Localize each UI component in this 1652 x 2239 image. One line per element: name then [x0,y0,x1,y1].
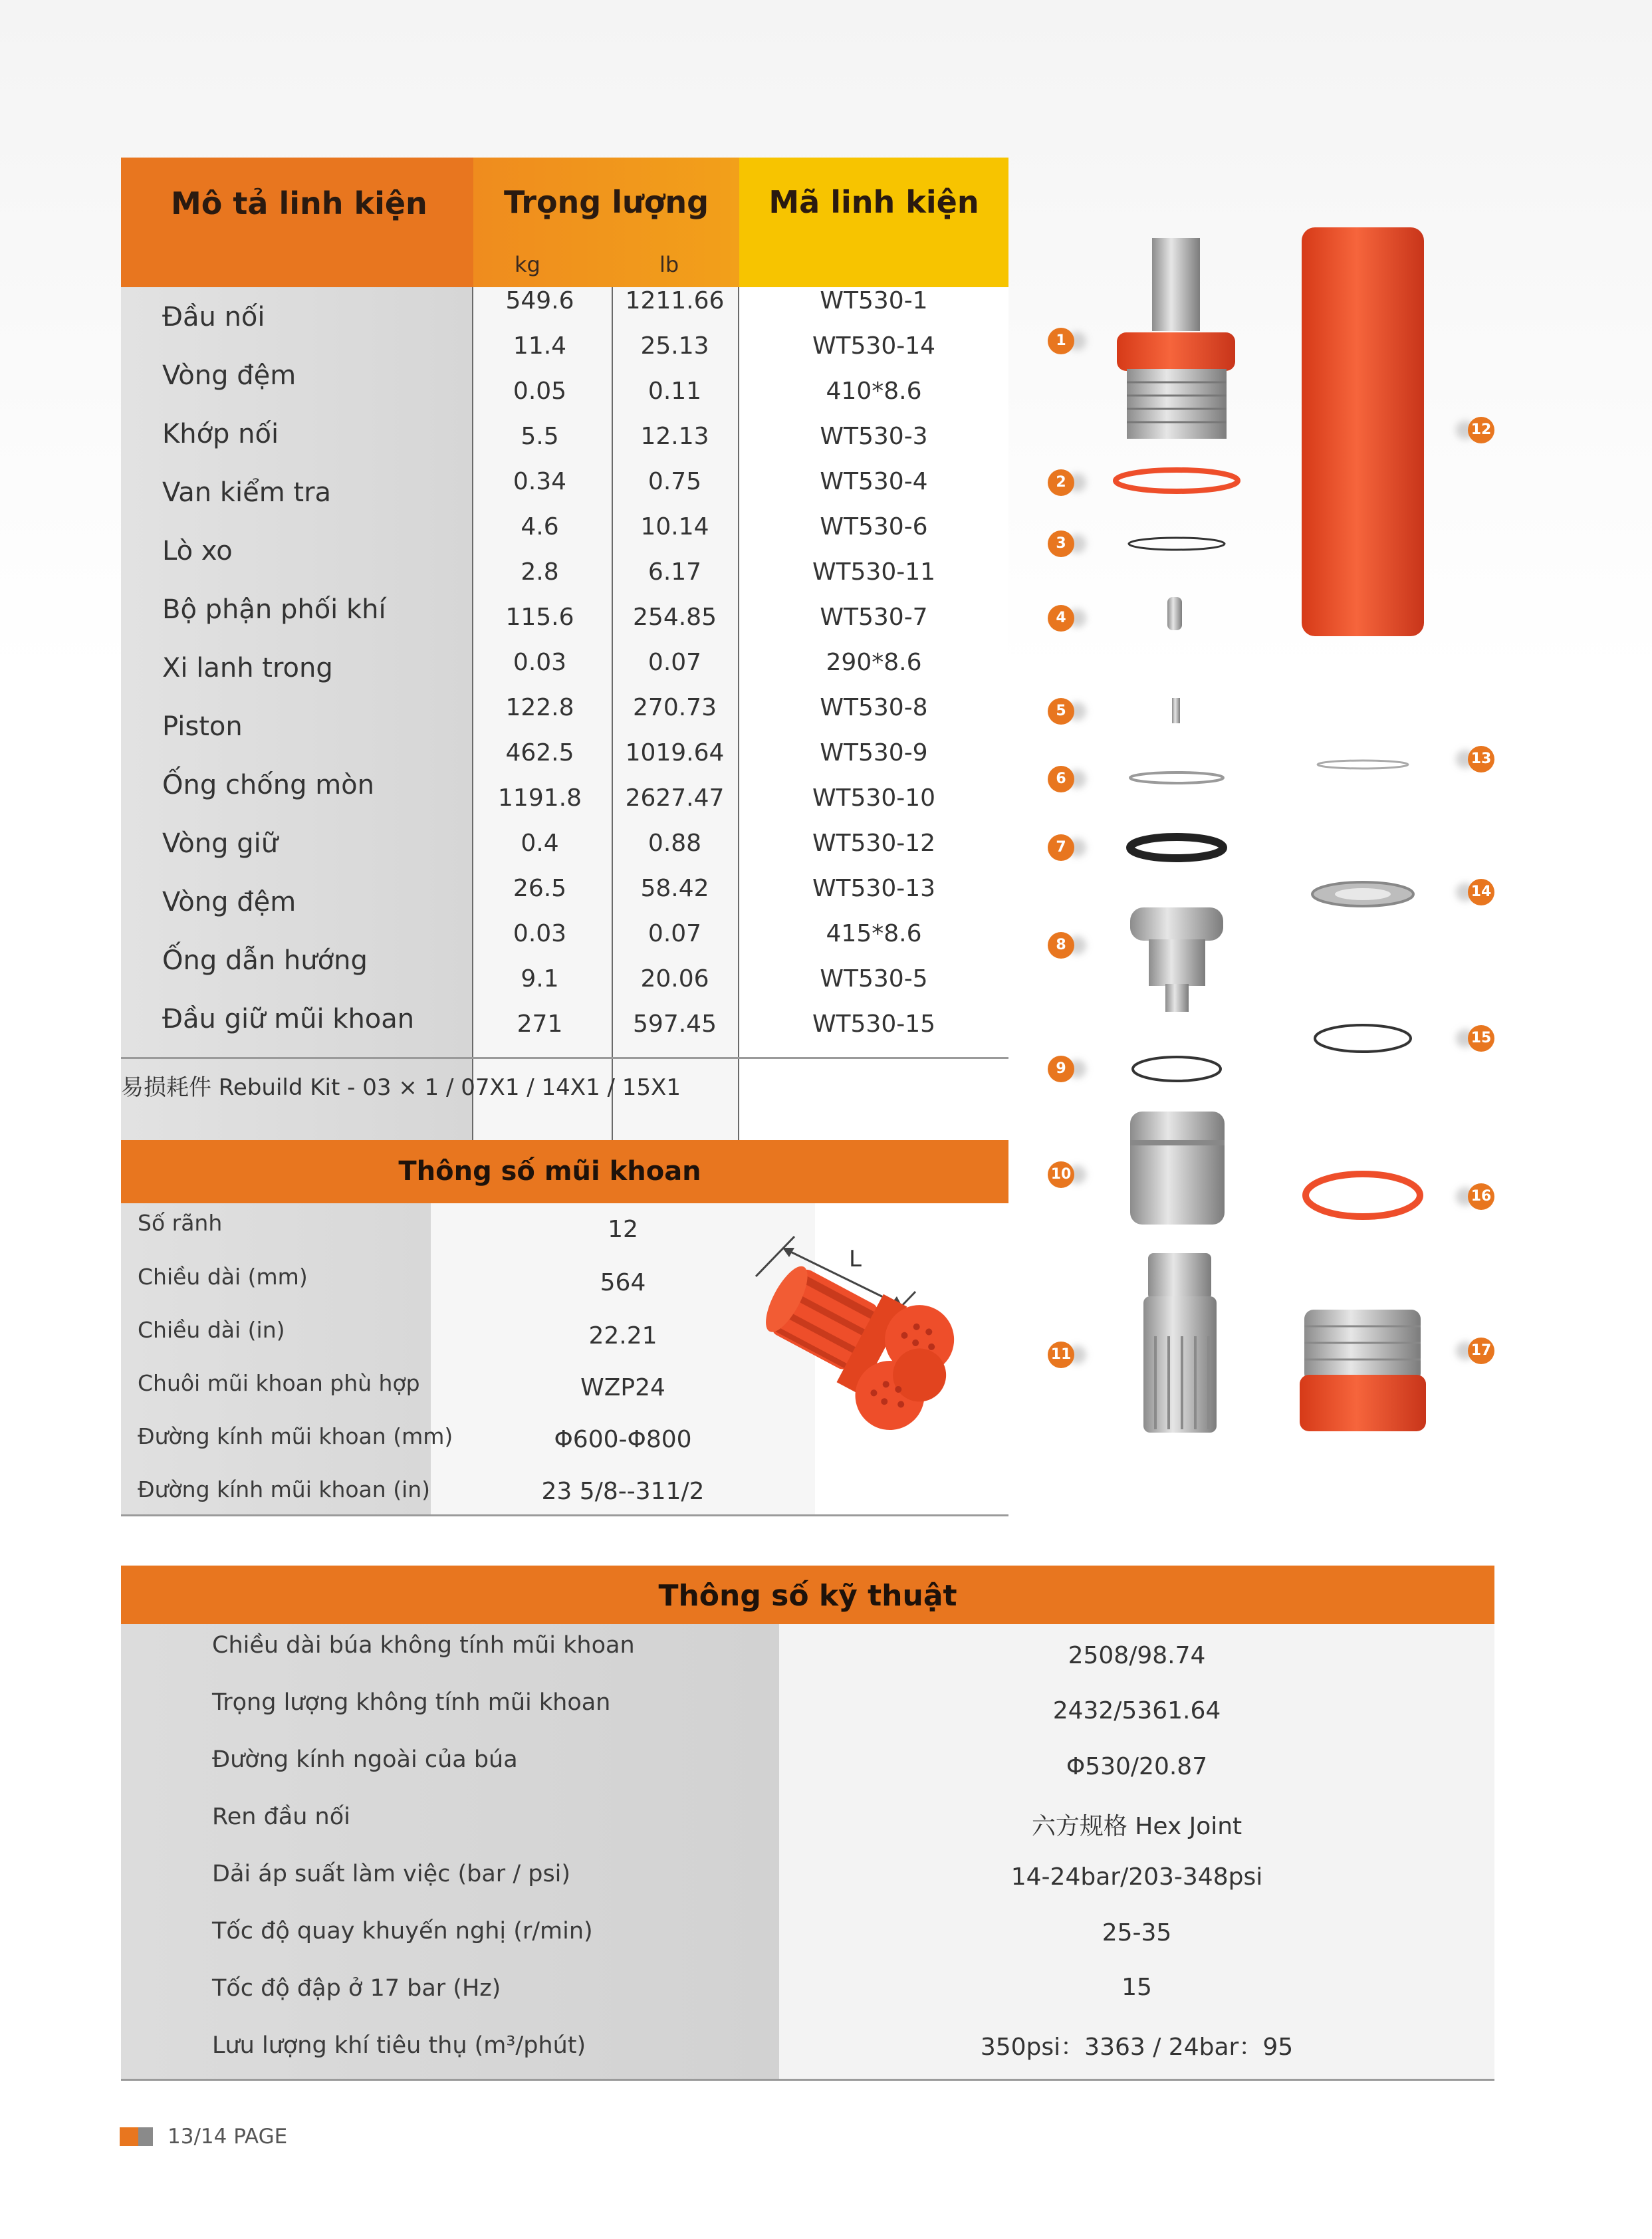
header-description [121,158,473,287]
footer-orange-mark [120,2127,140,2146]
kg-cell: 1191.8 [498,784,582,812]
part-number-badge: 17 [1468,1338,1494,1364]
lb-cell: 10.14 [640,513,709,540]
kg-cell: 26.5 [513,875,567,902]
code-cell: WT530-13 [812,875,936,902]
code-cell: WT530-6 [820,513,928,540]
lb-cell: 25.13 [640,332,709,360]
header-code [739,158,1008,287]
header-weight [473,158,739,287]
bit-spec-title: Thông số mũi khoan [398,1156,701,1187]
lb-cell: 0.11 [648,378,702,405]
code-cell: WT530-7 [820,604,928,631]
footer-grey-mark [138,2127,153,2146]
header-code-text: Mã linh kiện [768,184,979,220]
part-name: Piston [162,711,243,742]
bit-label: Số rãnh [138,1210,223,1236]
tech-value: 350psi：3363 / 24bar：95 [980,2034,1294,2061]
part-name: Vòng đệm [162,887,296,917]
kg-cell: 0.05 [513,378,567,405]
code-cell: WT530-3 [820,423,928,450]
part-number-badge: 16 [1468,1183,1494,1210]
kg-cell: 115.6 [505,604,574,631]
page-number: 13/14 PAGE [168,2125,288,2149]
tech-spec-table [121,1566,1494,2081]
part-name: Đầu giữ mũi khoan [162,1004,415,1034]
drill-bit-image [716,1213,995,1506]
part-name: Ống chống mòn [162,770,375,800]
code-cell: WT530-4 [820,468,928,495]
part-number-badge: 6 [1048,766,1074,792]
code-cell: 290*8.6 [826,649,922,676]
bit-spec-header [121,1140,1008,1203]
part-number-badge: 14 [1468,879,1494,905]
tech-value: 15 [1121,1974,1152,2001]
part-number-badge: 8 [1048,932,1074,959]
tech-label: Lưu lượng khí tiêu thụ (m³/phút) [212,2032,586,2059]
kg-cell: 122.8 [505,694,574,721]
lb-cell: 12.13 [640,423,709,450]
bit-label: Chiều dài (in) [138,1317,285,1343]
kg-cell: 271 [517,1010,563,1038]
part-number-badge: 13 [1468,746,1494,772]
code-cell: 410*8.6 [826,378,922,405]
dimension-label: L [849,1246,862,1272]
lb-cell: 254.85 [633,604,717,631]
lb-cell: 20.06 [640,965,709,993]
part-number-badge: 1 [1048,328,1074,354]
part-name: Ống dẫn hướng [162,945,368,976]
part-name: Vòng giữ [162,828,279,859]
part-number-badge: 10 [1048,1161,1074,1188]
part-number-badge: 4 [1048,605,1074,632]
kg-cell: 0.03 [513,649,567,676]
tech-spec-title: Thông số kỹ thuật [658,1579,957,1613]
bit-value: Φ600-Φ800 [554,1426,692,1453]
tech-value: 25-35 [1102,1919,1172,1946]
lb-cell: 58.42 [640,875,709,902]
header-description-text: Mô tả linh kiện [171,185,427,221]
tech-table-bottom-rule [121,2079,1494,2081]
bit-label-column [121,1203,431,1516]
code-cell: WT530-9 [820,739,928,766]
part-number-badge: 2 [1048,469,1074,496]
part-name: Vòng đệm [162,360,296,391]
part-name: Đầu nối [162,302,265,332]
tech-value: Φ530/20.87 [1066,1753,1208,1780]
kg-cell: 4.6 [521,513,559,540]
lb-cell: 0.88 [648,830,702,857]
code-cell: WT530-1 [820,287,928,314]
part-number-badge: 5 [1048,698,1074,725]
kg-cell: 0.03 [513,920,567,947]
part-number-badge: 11 [1048,1342,1074,1368]
code-cell: WT530-8 [820,694,928,721]
part-number-badge: 7 [1048,834,1074,861]
code-cell: WT530-10 [812,784,936,812]
part-number-badge: 12 [1468,417,1494,443]
code-cell: 415*8.6 [826,920,922,947]
unit-lb: lb [659,252,679,277]
bit-value: 564 [600,1269,646,1296]
tech-label: Trọng lượng không tính mũi khoan [212,1689,611,1716]
lb-cell: 1019.64 [625,739,725,766]
code-cell: WT530-11 [812,558,936,586]
kg-cell: 9.1 [521,965,559,993]
bit-table-bottom-rule [121,1514,1008,1516]
part-name: Khớp nối [162,419,279,449]
bit-value: WZP24 [580,1374,665,1401]
lb-cell: 0.75 [648,468,702,495]
bit-value: 12 [608,1216,638,1243]
kg-cell: 5.5 [521,423,559,450]
lb-cell: 1211.66 [625,287,725,314]
lb-cell: 0.07 [648,920,702,947]
tech-value: 2432/5361.64 [1052,1697,1221,1724]
tech-value: 六方规格 Hex Joint [1031,1813,1242,1840]
part-number-badge: 3 [1048,530,1074,557]
kg-cell: 0.34 [513,468,567,495]
bit-label: Đường kính mũi khoan (mm) [138,1423,453,1449]
unit-kg: kg [515,252,540,277]
lb-cell: 270.73 [633,694,717,721]
lb-cell: 6.17 [648,558,702,586]
tech-label: Tốc độ quay khuyến nghị (r/min) [212,1918,593,1944]
tech-value-column [779,1624,1494,2081]
lb-cell: 597.45 [633,1010,717,1038]
lb-cell: 0.07 [648,649,702,676]
part-number-badge: 9 [1048,1056,1074,1082]
bit-label: Đường kính mũi khoan (in) [138,1476,431,1502]
lb-cell: 2627.47 [625,784,725,812]
tech-value: 2508/98.74 [1068,1642,1206,1669]
kg-cell: 549.6 [505,287,574,314]
rebuild-kit-note: 易损耗件 Rebuild Kit - 03 × 1 / 07X1 / 14X1 / 15X1 [121,1074,681,1101]
part-number-badge: 15 [1468,1025,1494,1052]
parts-illustration [1037,219,1635,1482]
code-cell: WT530-12 [812,830,936,857]
tech-label: Ren đầu nối [212,1804,350,1830]
bit-label: Chiều dài (mm) [138,1264,308,1290]
part-name: Bộ phận phối khí [162,594,386,625]
bit-value: 22.21 [588,1322,657,1350]
kg-cell: 0.4 [521,830,559,857]
kg-cell: 2.8 [521,558,559,586]
table-bottom-rule [121,1057,1008,1059]
tech-value: 14-24bar/203-348psi [1010,1863,1263,1891]
tech-label: Tốc độ đập ở 17 bar (Hz) [212,1975,501,2002]
tech-spec-header [121,1566,1494,1624]
tech-label: Đường kính ngoài của búa [212,1746,518,1773]
header-weight-text: Trọng lượng [503,184,709,220]
tech-label: Dải áp suất làm việc (bar / psi) [212,1861,571,1887]
bit-value: 23 5/8--311/2 [541,1478,705,1505]
kg-cell: 462.5 [505,739,574,766]
bit-spec-table [121,1140,1008,1516]
tech-label: Chiều dài búa không tính mũi khoan [212,1632,635,1659]
parts-diagram [1037,219,1635,1482]
code-cell: WT530-5 [820,965,928,993]
bit-label: Chuôi mũi khoan phù hợp [138,1370,420,1396]
part-name: Lò xo [162,536,233,566]
code-cell: WT530-14 [812,332,936,360]
part-name: Van kiểm tra [162,477,332,508]
kg-cell: 11.4 [513,332,567,360]
part-name: Xi lanh trong [162,653,333,683]
code-cell: WT530-15 [812,1010,936,1038]
